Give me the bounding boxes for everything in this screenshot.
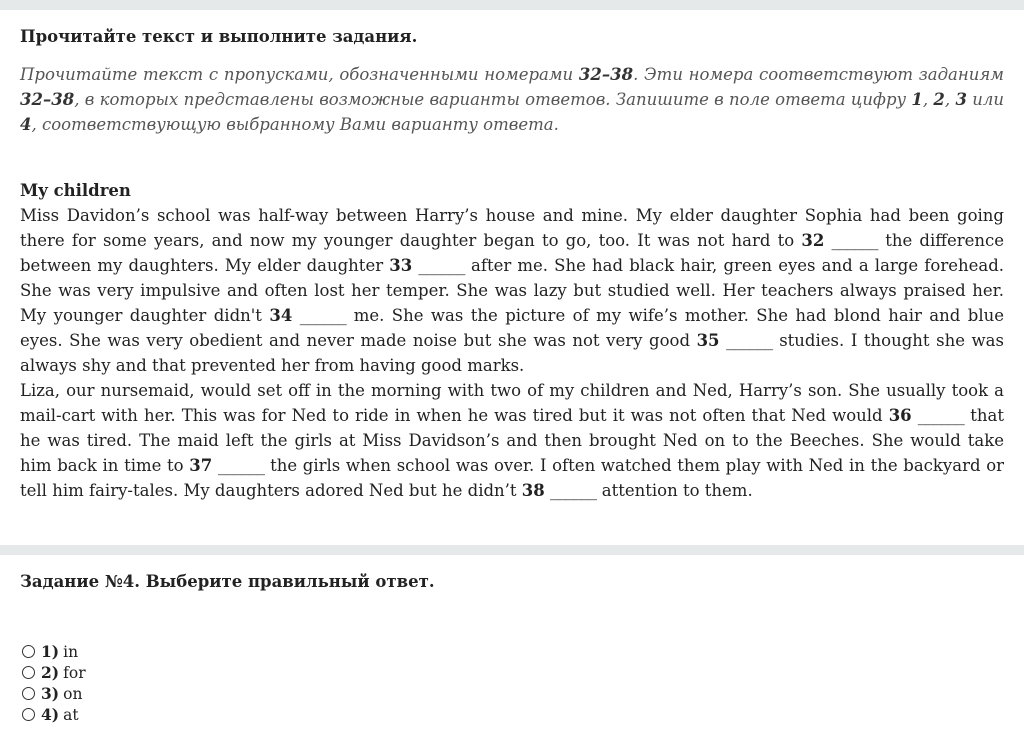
instr-digit: 1 xyxy=(911,90,923,109)
instr-range: 32–38 xyxy=(578,65,634,84)
gap-37: 37 xyxy=(189,456,213,475)
option-number: 4) xyxy=(41,705,60,724)
story-text: me. She was the picture of my wife’s mother. She had blond hair and blue eyes. She was very obedient and never made noise but she was not very good xyxy=(20,306,1004,350)
instr-digit: 4 xyxy=(20,115,32,134)
radio-button[interactable] xyxy=(22,687,35,700)
option-3[interactable] xyxy=(20,683,1004,704)
section-heading: Прочитайте текст и выполните задания. xyxy=(20,27,418,46)
option-label: at xyxy=(63,705,79,724)
instr-text: , xyxy=(944,90,956,109)
gap-38: 38 xyxy=(521,481,545,500)
task-title: Задание №4. Выберите правильный ответ. xyxy=(20,572,435,591)
story-text: Liza, our nursemaid, would set off in the morning with two of my children and Ned, Harry’s son. She usually took a mail-cart with her. This was for Ned to ride in when he was tired but it was not often that Ned would xyxy=(20,381,1004,425)
story-text: attention to them. xyxy=(596,481,753,500)
instr-text: . Эти номера соответствуют заданиям xyxy=(633,65,1004,84)
instr-digit: 3 xyxy=(955,90,967,109)
gap-34: 34 xyxy=(269,306,293,325)
gap-33: 33 xyxy=(389,256,413,275)
story-text: the difference between my daughters. My elder daughter xyxy=(20,231,1004,275)
story-text: the girls when school was over. I often watched them play with Ned in the backyard or tell him fairy-tales. My daughters adored Ned but he didn’t xyxy=(20,456,1005,500)
option-number: 3) xyxy=(41,684,60,703)
radio-button[interactable] xyxy=(22,666,35,679)
blank: ______ xyxy=(550,481,597,500)
story-text: that he was tired. The maid left the girls at Miss Davidson’s and then brought Ned on to the Beeches. She would take him back in time to xyxy=(20,406,1004,475)
gap-35: 35 xyxy=(696,331,720,350)
instr-range: 32–38 xyxy=(20,90,75,109)
gap-36: 36 xyxy=(888,406,912,425)
blank: ______ xyxy=(217,456,265,475)
section-divider xyxy=(0,545,1024,555)
option-label: in xyxy=(63,642,79,661)
option-number: 1) xyxy=(41,642,60,661)
task-section xyxy=(0,572,1024,725)
blank: ______ xyxy=(299,306,347,325)
reading-section xyxy=(0,27,1024,503)
story-text: studies. I thought she was always shy and that prevented her from having good marks. xyxy=(20,331,1004,375)
answer-options xyxy=(20,641,1004,725)
option-2[interactable] xyxy=(20,662,1004,683)
option-1[interactable] xyxy=(20,641,1004,662)
blank: ______ xyxy=(418,256,465,275)
top-divider xyxy=(0,0,1024,10)
blank: ______ xyxy=(726,331,773,350)
instr-text: Прочитайте текст с пропусками, обозначенными номерами xyxy=(20,65,579,84)
blank: ______ xyxy=(917,406,965,425)
instr-text: , xyxy=(922,90,934,109)
option-label: on xyxy=(63,684,83,703)
option-number: 2) xyxy=(41,663,60,682)
instr-digit: 2 xyxy=(933,90,945,109)
instructions xyxy=(20,62,1004,137)
instr-text: , соответствующую выбранному Вами варианту ответа. xyxy=(31,115,559,134)
option-4[interactable] xyxy=(20,704,1004,725)
story-text: Miss Davidon’s school was half-way between Harry’s house and mine. My elder daughter Sophia had been going there for some years, and now my younger daughter began to go, too. It was not hard to xyxy=(20,206,1004,250)
radio-button[interactable] xyxy=(22,645,35,658)
story-paragraph-2 xyxy=(20,378,1004,503)
blank: ______ xyxy=(831,231,879,250)
option-label: for xyxy=(63,663,86,682)
story-title: My children xyxy=(20,181,131,200)
gap-32: 32 xyxy=(801,231,825,250)
story-paragraph-1 xyxy=(20,203,1004,378)
story-text: after me. She had black hair, green eyes and a large forehead. She was very impulsive and often lost her temper. She was lazy but studied well. Her teachers always praised her. My younger daughter didn't xyxy=(20,256,1005,325)
radio-button[interactable] xyxy=(22,708,35,721)
instr-text: или xyxy=(966,90,1004,109)
instr-text: , в которых представлены возможные варианты ответов. Запишите в поле ответа цифру xyxy=(74,90,912,109)
